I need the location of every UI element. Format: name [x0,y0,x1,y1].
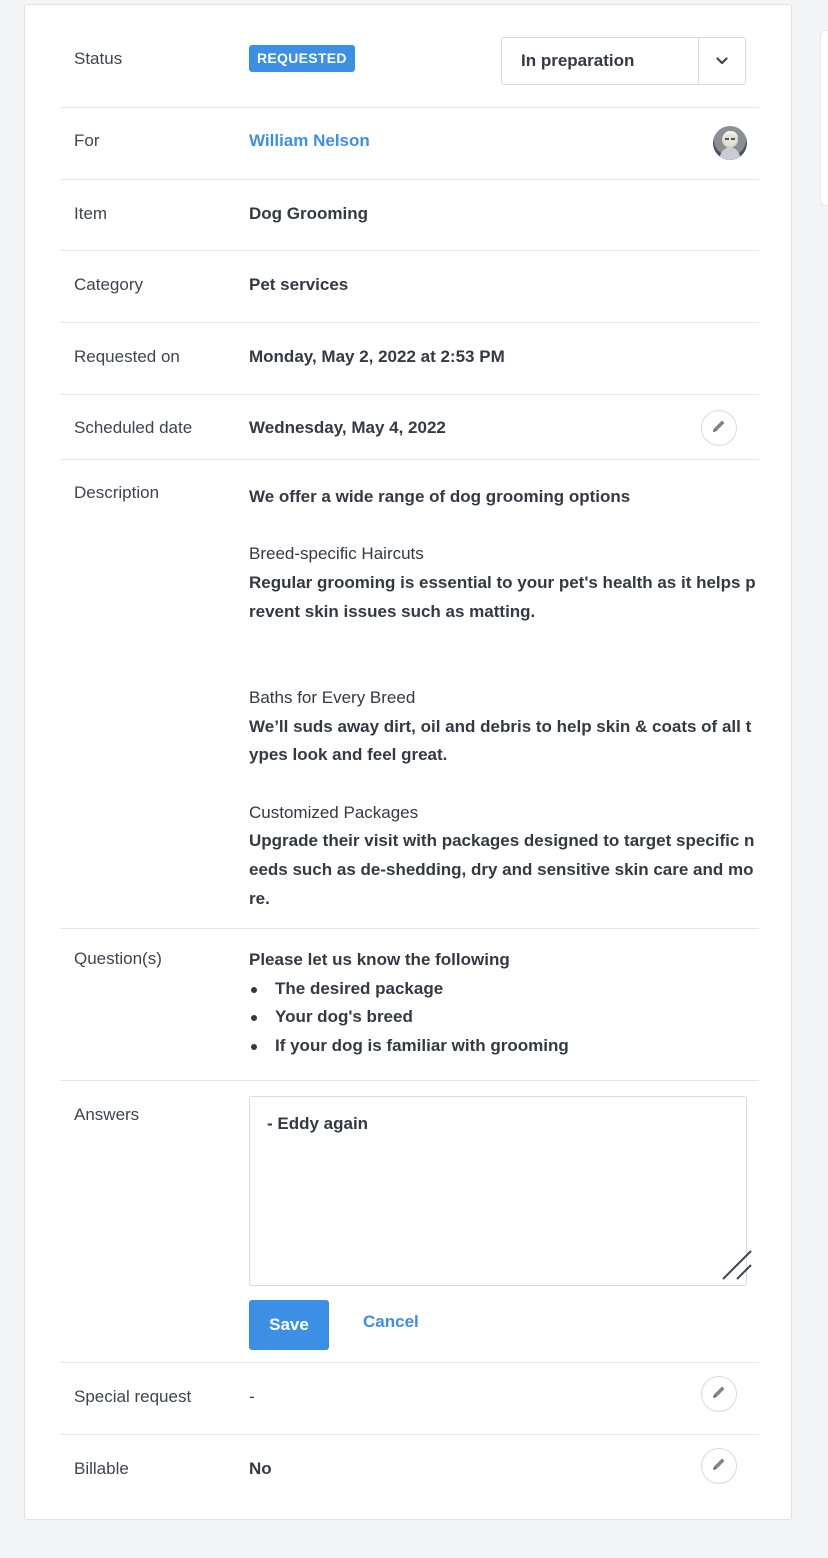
status-select-value: In preparation [521,51,635,70]
special-request-row [61,1363,759,1435]
description-intro: We offer a wide range of dog grooming options [249,487,631,506]
save-button[interactable]: Save [249,1300,329,1350]
for-row [61,108,759,180]
category-label: Category [74,275,143,294]
special-request-value: - [249,1387,255,1406]
questions-text [249,946,759,1061]
billable-row [61,1435,759,1507]
requested-on-row [61,323,759,395]
questions-intro: Please let us know the following [249,950,510,969]
list-item: The desired package [249,975,759,1004]
scheduled-date-row [61,395,759,460]
category-row [61,251,759,323]
description-body-1: Regular grooming is essential to your pet's health as it helps prevent skin issues such as matting. [249,573,756,621]
answers-textarea[interactable] [249,1096,747,1286]
pencil-icon [711,1456,727,1477]
billable-value: No [249,1459,272,1478]
list-item: Your dog's breed [249,1003,759,1032]
billable-label: Billable [74,1459,129,1478]
status-select[interactable] [501,37,746,85]
status-badge: REQUESTED [249,45,355,72]
request-details-card [24,4,792,1520]
questions-list [249,975,759,1061]
resize-handle-icon[interactable] [721,1249,753,1281]
for-label: For [74,131,100,150]
edit-billable-button[interactable] [701,1448,737,1484]
requested-on-value: Monday, May 2, 2022 at 2:53 PM [249,347,505,366]
requester-link[interactable]: William Nelson [249,131,370,150]
item-value: Dog Grooming [249,204,368,223]
chevron-down-icon[interactable] [698,38,746,84]
item-row [61,180,759,251]
adjacent-panel-edge [820,30,828,206]
scheduled-date-label: Scheduled date [74,418,193,437]
description-text [249,483,759,913]
pencil-icon [711,418,727,439]
cancel-button[interactable]: Cancel [363,1312,419,1331]
edit-scheduled-date-button[interactable] [701,410,737,446]
description-label: Description [74,483,160,502]
edit-special-request-button[interactable] [701,1376,737,1412]
questions-label: Question(s) [74,949,162,968]
status-row [61,5,759,108]
avatar [713,126,747,160]
scheduled-date-value: Wednesday, May 4, 2022 [249,418,446,437]
special-request-label: Special request [74,1387,192,1406]
requested-on-label: Requested on [74,347,180,366]
description-heading-2: Baths for Every Breed [249,687,416,707]
list-item: If your dog is familiar with grooming [249,1032,759,1061]
answers-label: Answers [74,1105,140,1124]
description-body-2: We’ll suds away dirt, oil and debris to help skin & coats of all types look and feel great. [249,716,752,765]
description-heading-3: Customized Packages [249,802,419,822]
description-body-3: Upgrade their visit with packages designed to target specific needs such as de-shedding, dry and sensitive skin care and more. [249,831,755,908]
detail-rows [61,5,759,1507]
pencil-icon [711,1384,727,1405]
description-heading-1: Breed-specific Haircuts [249,544,424,564]
status-label: Status [74,49,123,68]
category-value: Pet services [249,275,349,294]
item-label: Item [74,204,108,223]
